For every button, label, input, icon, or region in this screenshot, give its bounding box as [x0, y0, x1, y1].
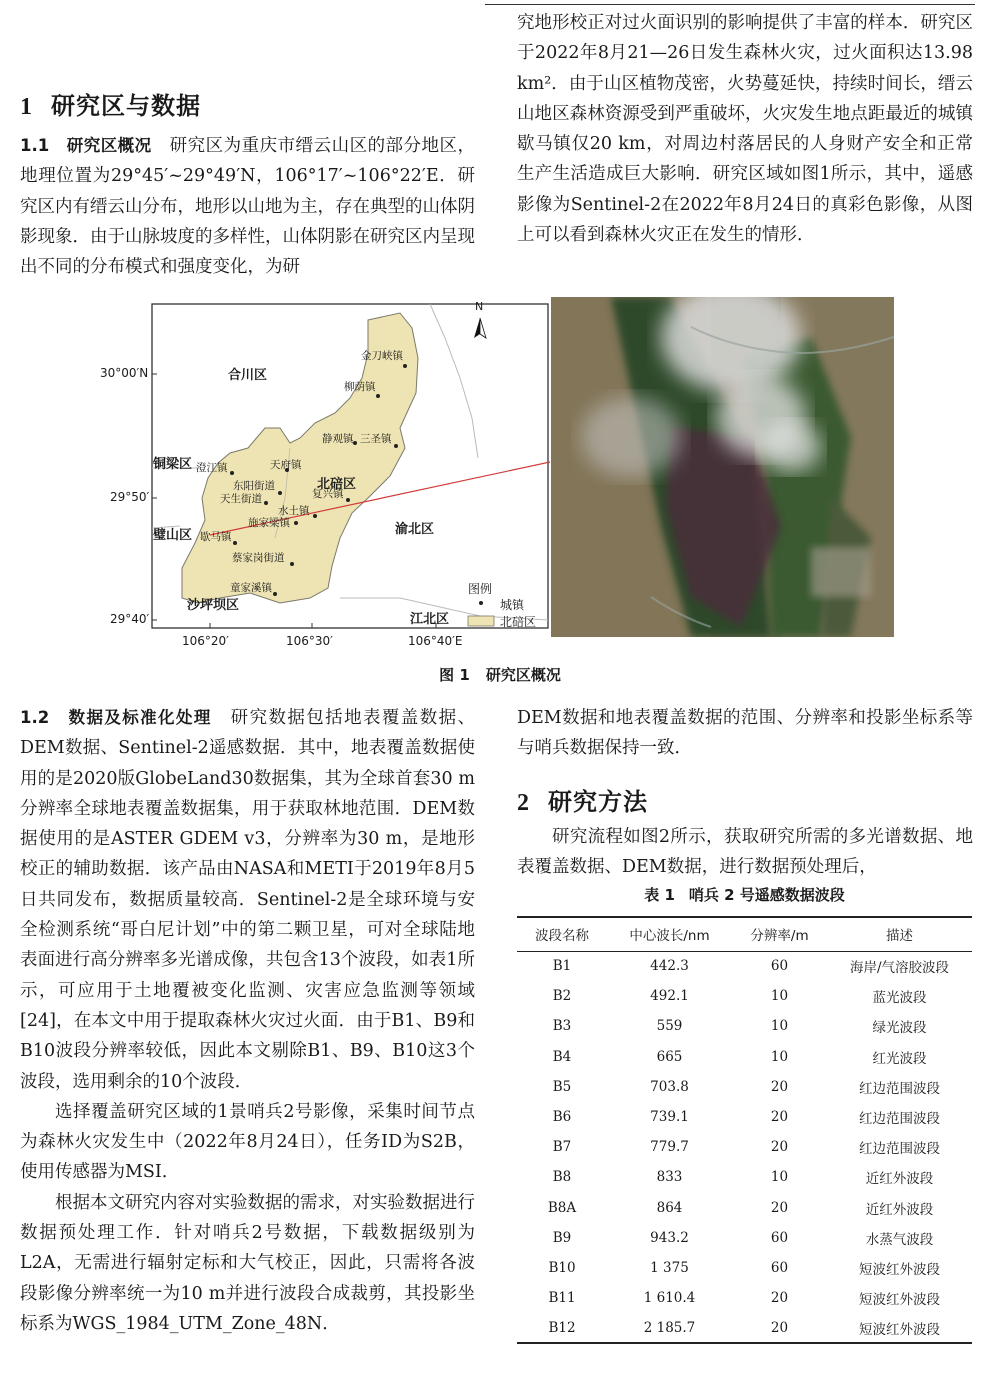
lat-label: 30°00′N: [100, 366, 149, 380]
town-label: 蔡家岗街道: [232, 552, 285, 564]
legend-area-label: 北碚区: [500, 615, 537, 629]
right-column-continuation: [517, 703, 973, 764]
legend-town-label: 城镇: [500, 598, 525, 612]
town-label: 澄江镇: [196, 462, 228, 474]
subsection-heading: 1.1 研究区概况: [20, 136, 152, 155]
table-cell: 943.2: [650, 1229, 689, 1246]
table-cell: B10: [548, 1259, 576, 1276]
table-cell: 蓝光波段: [872, 990, 927, 1007]
section-1-title: [20, 86, 201, 121]
table-header-row: [517, 917, 972, 951]
table-row: [517, 1102, 972, 1132]
table-cell: 20: [770, 1199, 789, 1216]
town-label: 静观镇: [322, 433, 354, 445]
table-cell: 近红外波段: [865, 1171, 934, 1188]
figure-caption-text: 研究区概况: [485, 666, 561, 684]
subsection-para-2: 选择覆盖研究区域的1景哨兵2号影像，采集时间节点为森林火灾发生中（2022年8月24日），任务ID为S2B，使用传感器为MSI．: [20, 1101, 475, 1183]
table-cell: 833: [656, 1169, 683, 1186]
table-row: [517, 1193, 972, 1223]
table-cell: 短波红外波段: [859, 1261, 940, 1278]
table-cell: B12: [517, 1313, 607, 1343]
north-label: N: [475, 300, 484, 313]
table-cell: 20: [770, 1078, 789, 1095]
column-header: 波段名称: [517, 917, 607, 951]
figure-label: 图 1: [439, 666, 470, 684]
table-cell: 红边范围波段: [859, 1080, 940, 1097]
table-cell: 60: [770, 1259, 789, 1276]
table-cell: 559: [656, 1018, 683, 1035]
table-cell: B1: [552, 958, 572, 975]
table-cell: 492.1: [650, 988, 689, 1005]
town-label: 三圣镇: [360, 433, 392, 445]
table-row: [517, 1162, 972, 1192]
lon-label: 106°20′: [182, 634, 229, 648]
section-title-text: 研究方法: [548, 787, 648, 816]
district-label: 江北区: [410, 612, 450, 627]
table-cell: B6: [552, 1109, 572, 1126]
district-label: 璧山区: [153, 528, 193, 543]
table-row: [517, 1253, 972, 1283]
table-row: [517, 1011, 972, 1041]
table-cell: 20: [732, 1313, 827, 1343]
district-label: 合川区: [228, 368, 268, 383]
subsection-para-3: 根据本文研究内容对实验数据的需求，对实验数据进行数据预处理工作．针对哨兵2号数据，下载数据级别为L2A，无需进行辐射定标和大气校正，因此，只需将各波段影像分辨率统一为10 m并进行波段合成裁剪，其投影坐标系为WGS_1984_UTM_Zone_48N．: [20, 1192, 475, 1334]
district-label: 沙坪坝区: [187, 598, 240, 613]
table-row: [517, 1223, 972, 1253]
table-row: [517, 1132, 972, 1162]
study-area-map: [100, 298, 550, 658]
table-cell: 20: [770, 1109, 789, 1126]
column-header: 分辨率/m: [732, 917, 827, 951]
subsection-para-4: DEM数据和地表覆盖数据的范围、分辨率和投影坐标系等与哨兵数据保持一致．: [517, 708, 973, 759]
town-label: 东阳街道: [233, 480, 275, 492]
table-cell: B8A: [547, 1199, 577, 1216]
district-label: 北碚区: [317, 477, 357, 492]
table-cell: B8: [552, 1169, 572, 1186]
table-cell: B5: [552, 1078, 572, 1095]
lon-label: 106°30′: [286, 634, 333, 648]
figure-1-caption: [0, 664, 1000, 685]
town-label: 天生街道: [220, 493, 262, 505]
table-cell: 60: [770, 1229, 789, 1246]
section-number: 2: [517, 790, 530, 816]
lon-label: 106°40′E: [408, 634, 463, 648]
table-cell: 779.7: [650, 1139, 689, 1156]
subsection-text: 研究区为重庆市缙云山区的部分地区，地理位置为29°45′~29°49′N，106°17′~106°22′E．研究区内有缙云山分布，地形以山地为主，存在典型的山体阴影现象．由于山脉坡度的多样性，山体阴影在研究区内呈现出不同的分布模式和强度变化，为研: [20, 136, 476, 278]
table-cell: B9: [552, 1229, 572, 1246]
table-cell: 60: [770, 958, 789, 975]
table-cell: 10: [770, 1018, 789, 1035]
table-cell: 绿光波段: [872, 1020, 927, 1037]
district-label: 渝北区: [395, 522, 435, 537]
town-label: 施家梁镇: [248, 517, 290, 529]
town-label: 童家溪镇: [230, 582, 272, 594]
table-cell: 10: [770, 1169, 789, 1186]
top-rule: [485, 4, 975, 5]
table-cell: 1 375: [650, 1259, 689, 1276]
table-caption-text: 哨兵 2 号遥感数据波段: [688, 886, 845, 904]
subsection-1-1: [20, 131, 475, 282]
column-header: 描述: [827, 917, 972, 951]
satellite-image: [551, 297, 894, 637]
table-cell: 442.3: [650, 958, 689, 975]
table-cell: 短波红外波段: [827, 1313, 972, 1343]
town-label: 金刀峡镇: [361, 350, 403, 362]
section-number: 1: [20, 94, 33, 120]
subsection-para-1: 研究数据包括地表覆盖数据、DEM数据、Sentinel-2遥感数据．其中，地表覆盖数据使用的是2020版GlobeLand30数据集，其为全球首套30 m分辨率全球地表覆盖数据集，用于获取林地范围．DEM数据使用的是ASTER GDEM v3，分辨率为30 m，是地形校正的辅助数据．该产品由NASA和METI于2019年8月5日共同发布，数据质量较高．Sentinel-2是全球环境与安全检测系统“哥白尼计划”中的第二颗卫星，可对全球陆地表面进行高分辨率多光谱成像，共包含13个波段，如表1所示，可应用于土地覆被变化监测、灾害应急监测等领域[24]，在本文中用于提取森林火灾过火面．由于B1、B9和B10波段分辨率较低，因此本文剔除B1、B9、B10这3个波段，选用剩余的10个波段．: [20, 708, 476, 1092]
table-cell: B7: [552, 1139, 572, 1156]
district-label: 铜梁区: [153, 457, 193, 472]
subsection-heading: 1.2 数据及标准化处理: [20, 708, 212, 727]
table-cell: 红边范围波段: [859, 1141, 940, 1158]
section-2-text: 研究流程如图2所示，获取研究所需的多光谱数据、地表覆盖数据、DEM数据，进行数据预处理后，: [517, 827, 973, 878]
table-cell: 海岸/气溶胶波段: [849, 960, 950, 977]
subsection-1-2: [20, 703, 475, 1339]
table-label: 表 1: [644, 886, 675, 904]
table-cell: 864: [656, 1199, 683, 1216]
table-cell: 2 185.7: [607, 1313, 732, 1343]
table-cell: 短波红外波段: [859, 1292, 940, 1309]
table-cell: 703.8: [650, 1078, 689, 1095]
section-title-text: 研究区与数据: [51, 91, 201, 120]
table-cell: B4: [552, 1048, 572, 1065]
table-cell: 10: [770, 1048, 789, 1065]
table-cell: 水蒸气波段: [865, 1231, 934, 1248]
section-2-title: [517, 782, 648, 817]
section-2-paragraph: [517, 822, 973, 883]
right-column-top: [517, 8, 973, 250]
table-cell: 665: [656, 1048, 683, 1065]
table-row: [517, 1283, 972, 1313]
table-row: [517, 1313, 972, 1343]
town-label: 水土镇: [278, 505, 310, 517]
table-cell: 1 610.4: [643, 1290, 696, 1307]
table-cell: 红边范围波段: [859, 1111, 940, 1128]
table-row: [517, 1042, 972, 1072]
column-header: 中心波长/nm: [607, 917, 732, 951]
table-cell: 近红外波段: [865, 1201, 934, 1218]
town-label: 柳荫镇: [344, 381, 376, 393]
table-cell: 739.1: [650, 1109, 689, 1126]
table-cell: 20: [770, 1290, 789, 1307]
legend-town-dot: [479, 601, 483, 605]
lat-label: 29°40′: [110, 612, 150, 626]
legend-title: 图例: [468, 582, 493, 596]
table-row: [517, 981, 972, 1011]
table-row: [517, 951, 972, 981]
table-cell: 20: [770, 1139, 789, 1156]
legend-area-swatch: [468, 616, 494, 626]
table-row: [517, 1072, 972, 1102]
continuation-paragraph: 究地形校正对过火面识别的影响提供了丰富的样本．研究区于2022年8月21—26日发生森林火灾，过火面积达13.98 km²．由于山区植物茂密，火势蔓延快，持续时间长，缙云山地区森林资源受到严重破坏，火灾发生地点距最近的城镇歇马镇仅20 km，对周边村落居民的人身财产安全和正常生产生活造成巨大影响．研究区域如图1所示，其中，遥感影像为Sentinel-2在2022年8月24日的真彩色影像，从图上可以看到森林火灾正在发生的情形．: [517, 13, 973, 246]
table-cell: B3: [552, 1018, 572, 1035]
bands-table: [517, 916, 972, 1344]
table-cell: 10: [770, 988, 789, 1005]
table-cell: B11: [548, 1290, 576, 1307]
town-label: 歇马镇: [200, 531, 232, 543]
lat-label: 29°50′: [110, 490, 150, 504]
town-label: 复兴镇: [312, 488, 344, 500]
table-cell: 红光波段: [872, 1050, 927, 1067]
town-label: 天府镇: [270, 459, 302, 471]
table-cell: B2: [552, 988, 572, 1005]
table-1-caption: [517, 884, 972, 905]
